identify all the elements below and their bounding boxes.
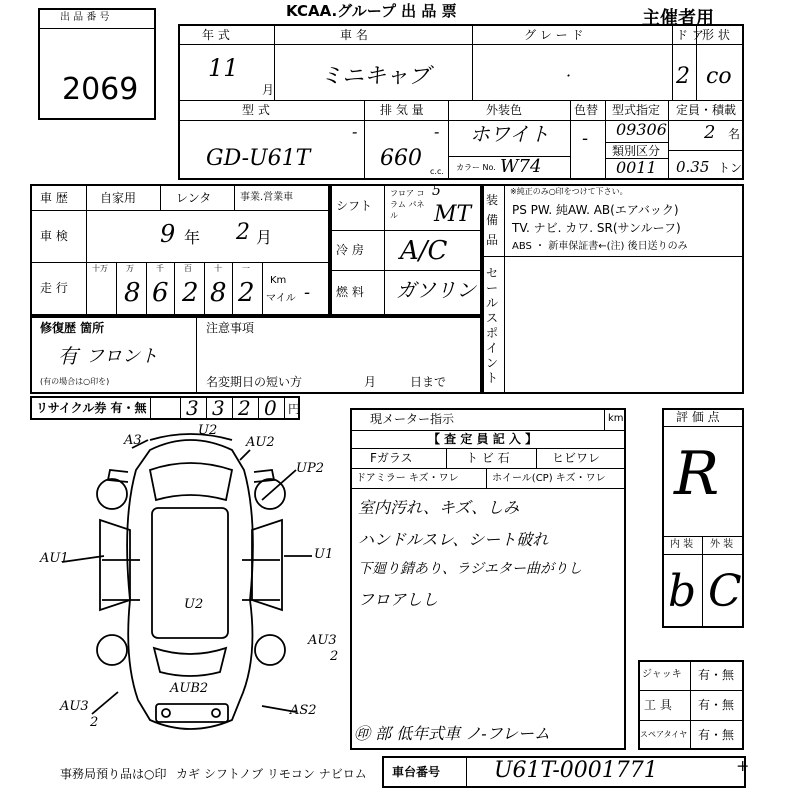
year-unit: 月 [262,83,275,97]
history-label: 車 歴 [40,191,68,205]
meter-footer-note: ㊞ 部 低年式車 ノ-フレーム [354,724,551,743]
color-no-value: W74 [500,156,542,177]
year-value: 11 [208,54,239,82]
damage-mark: 2 [90,715,99,730]
ac-value: A/C [400,236,448,266]
damage-mark: U2 [198,423,218,438]
interior-value: b [668,566,697,617]
color-change-value: - [582,128,589,149]
meter-note: 下廻り錆あり、ラジエター曲がりし [358,561,582,577]
mileage-digit: 2 [182,278,199,308]
meter-note: ハンドルスレ、シート破れ [358,530,549,549]
damage-mark: UP2 [296,461,324,476]
digit-label: 一 [242,264,250,273]
mileage-digit: 8 [210,278,227,308]
damage-mark: AU1 [40,551,69,566]
mileage-digit: 6 [152,278,169,308]
damage-mark: A3 [124,433,142,448]
displacement-label: 排 気 量 [380,103,424,117]
shift-options: フロア コラム パネル [390,189,425,220]
inspection-year-unit: 年 [184,228,201,247]
color-label: 外装色 [486,103,523,117]
mile-label: マイル [266,293,296,304]
mileage-label: 走 行 [40,281,68,295]
mileage-digit: 8 [124,278,141,308]
ac-label: 冷 房 [336,243,364,257]
mirror-label: ドアミラー キズ・ワレ [356,473,459,484]
rating-value: R [674,439,720,509]
digit-label: 十万 [92,264,108,273]
mileage-digit: 2 [238,278,255,308]
damage-mark: U1 [314,547,334,562]
inspection-year: 9 [160,220,176,248]
meter-label: 現メーター指示 [370,412,455,426]
chip-label: ト ビ 石 [466,451,510,465]
history-option-rental: レンタ [176,191,212,205]
history-option-business: 事業.営業車 [240,192,294,203]
capacity-label: 定員・積載 [676,103,737,117]
inspector-label: 【 査 定 員 記 入 】 [428,432,538,446]
organizer-label: 主催者用 [642,8,714,29]
grade-label: グ レ ー ド [524,28,584,42]
digit-label: 千 [156,264,164,273]
inspection-month: 2 [236,220,250,245]
inspection-label: 車 検 [40,229,68,243]
office-note: 事務局預り品は○印 [60,767,167,781]
form-title: KCAA.グループ 出 品 票 [286,2,457,20]
car-name-label: 車 名 [340,28,368,42]
capacity-unit-load: トン [718,161,743,175]
recycle-digit: 0 [264,396,277,420]
damage-mark: AU3 [60,699,89,714]
km-label: Km [270,275,287,286]
interior-label: 内 装 [670,539,694,550]
grade-value: · [566,66,572,85]
damage-mark: AU2 [246,435,275,450]
chassis-number: U61T-0001771 [494,758,658,783]
repair-location: フロント [86,346,158,367]
jack-option: 有・無 [698,668,735,682]
damage-mark: U2 [184,597,204,612]
name-change-month: 月 [364,375,377,389]
notes-label: 注意事項 [206,321,255,335]
glass-label: Fガラス [370,451,413,465]
equipment-note: ※純正のみ○印をつけて下さい。 [510,187,628,196]
damage-mark: AUB2 [170,681,209,696]
capacity-unit-persons: 名 [728,127,741,141]
recycle-digit: 3 [212,396,225,420]
meter-note: フロアしし [358,590,439,609]
recycle-label: リサイクル券 有・無 [36,401,147,415]
wheel-label: ホイール(CP) キズ・ワレ [492,473,606,484]
car-name-value: ミニキャブ [320,64,431,89]
recycle-digit: 3 [186,396,199,420]
recycle-unit: 円 [288,402,301,416]
crack-label: ヒビワレ [552,451,601,465]
repair-yes: 有 [58,344,78,368]
shape-value: co [706,64,732,89]
meter-note: 室内汚れ、キズ、しみ [358,498,520,517]
capacity-load: 0.35 [676,158,710,176]
fuel-value: ガソリン [396,278,476,302]
name-change-day: 日まで [410,375,447,389]
repair-label: 修復歴 箇所 [40,321,105,335]
history-option-private: 自家用 [100,191,137,205]
rating-label: 評 価 点 [676,410,720,424]
tools-option: 有・無 [698,698,735,712]
displacement-value: 660 [380,146,422,171]
repair-hint: (有の場合は○印を) [40,377,110,386]
spare-tire-option: 有・無 [698,728,735,742]
digit-label: 百 [184,264,192,273]
name-change-label: 名変期日の短い方 [206,375,303,389]
damage-mark: 2 [330,649,339,664]
damage-mark: AU3 [308,633,337,648]
office-items: カギ シフトノブ リモコン ナビロム [176,767,367,781]
meter-unit: km [608,413,624,424]
class-label: 類別区分 [612,144,661,158]
recycle-digit: 2 [238,396,251,420]
sales-point-label: セールスポイント [486,266,499,385]
chassis-tail: + [736,756,750,775]
cc-unit: c.c. [430,167,444,176]
exterior-label: 外 装 [710,539,734,550]
color-no-label: カラー No. [456,163,496,172]
type-spec-label: 型式指定 [612,103,661,117]
equipment-label: 装 備 品 [486,193,499,247]
equipment-line-2: TV. ナビ. カワ. SR(サンルーフ) [512,221,681,235]
displacement-dash: - [434,122,440,141]
shape-label: 形 状 [702,28,730,42]
digit-label: 万 [126,264,134,273]
lot-number: 2069 [62,72,139,107]
chassis-label: 車台番号 [392,765,441,779]
fuel-label: 燃 料 [336,285,364,299]
color-change-label: 色替 [574,103,599,117]
equipment-line-1: PS PW. 純AW. AB(エアバック) [512,203,679,217]
shift-value: MT [434,202,472,227]
year-label: 年 式 [202,28,230,42]
model-value: GD-U61T [206,146,311,171]
doors-value: 2 [676,64,690,89]
damage-mark: AS2 [290,703,317,718]
model-label: 型 式 [242,103,270,117]
tools-label: 工 具 [644,698,672,712]
exterior-value: C [708,566,742,617]
equipment-line-3: ABS ・ 新車保証書←(注) 後日送りのみ [512,241,688,252]
spare-tire-label: スペアタイヤ [640,730,688,739]
mile-dash: - [304,282,311,303]
digit-label: 十 [214,264,222,273]
class-value: 0011 [616,158,657,177]
color-value: ホワイト [470,122,550,146]
capacity-persons: 2 [704,122,716,143]
door-label: ド ア [676,28,704,42]
shift-label: シフト [336,199,373,213]
type-spec-value: 09306 [616,120,667,139]
shift-extra: 5 [432,183,441,199]
model-dash: - [352,122,358,141]
jack-label: ジャッキ [642,669,682,680]
lot-label: 出 品 番 号 [60,12,110,23]
inspection-month-unit: 月 [256,228,273,247]
